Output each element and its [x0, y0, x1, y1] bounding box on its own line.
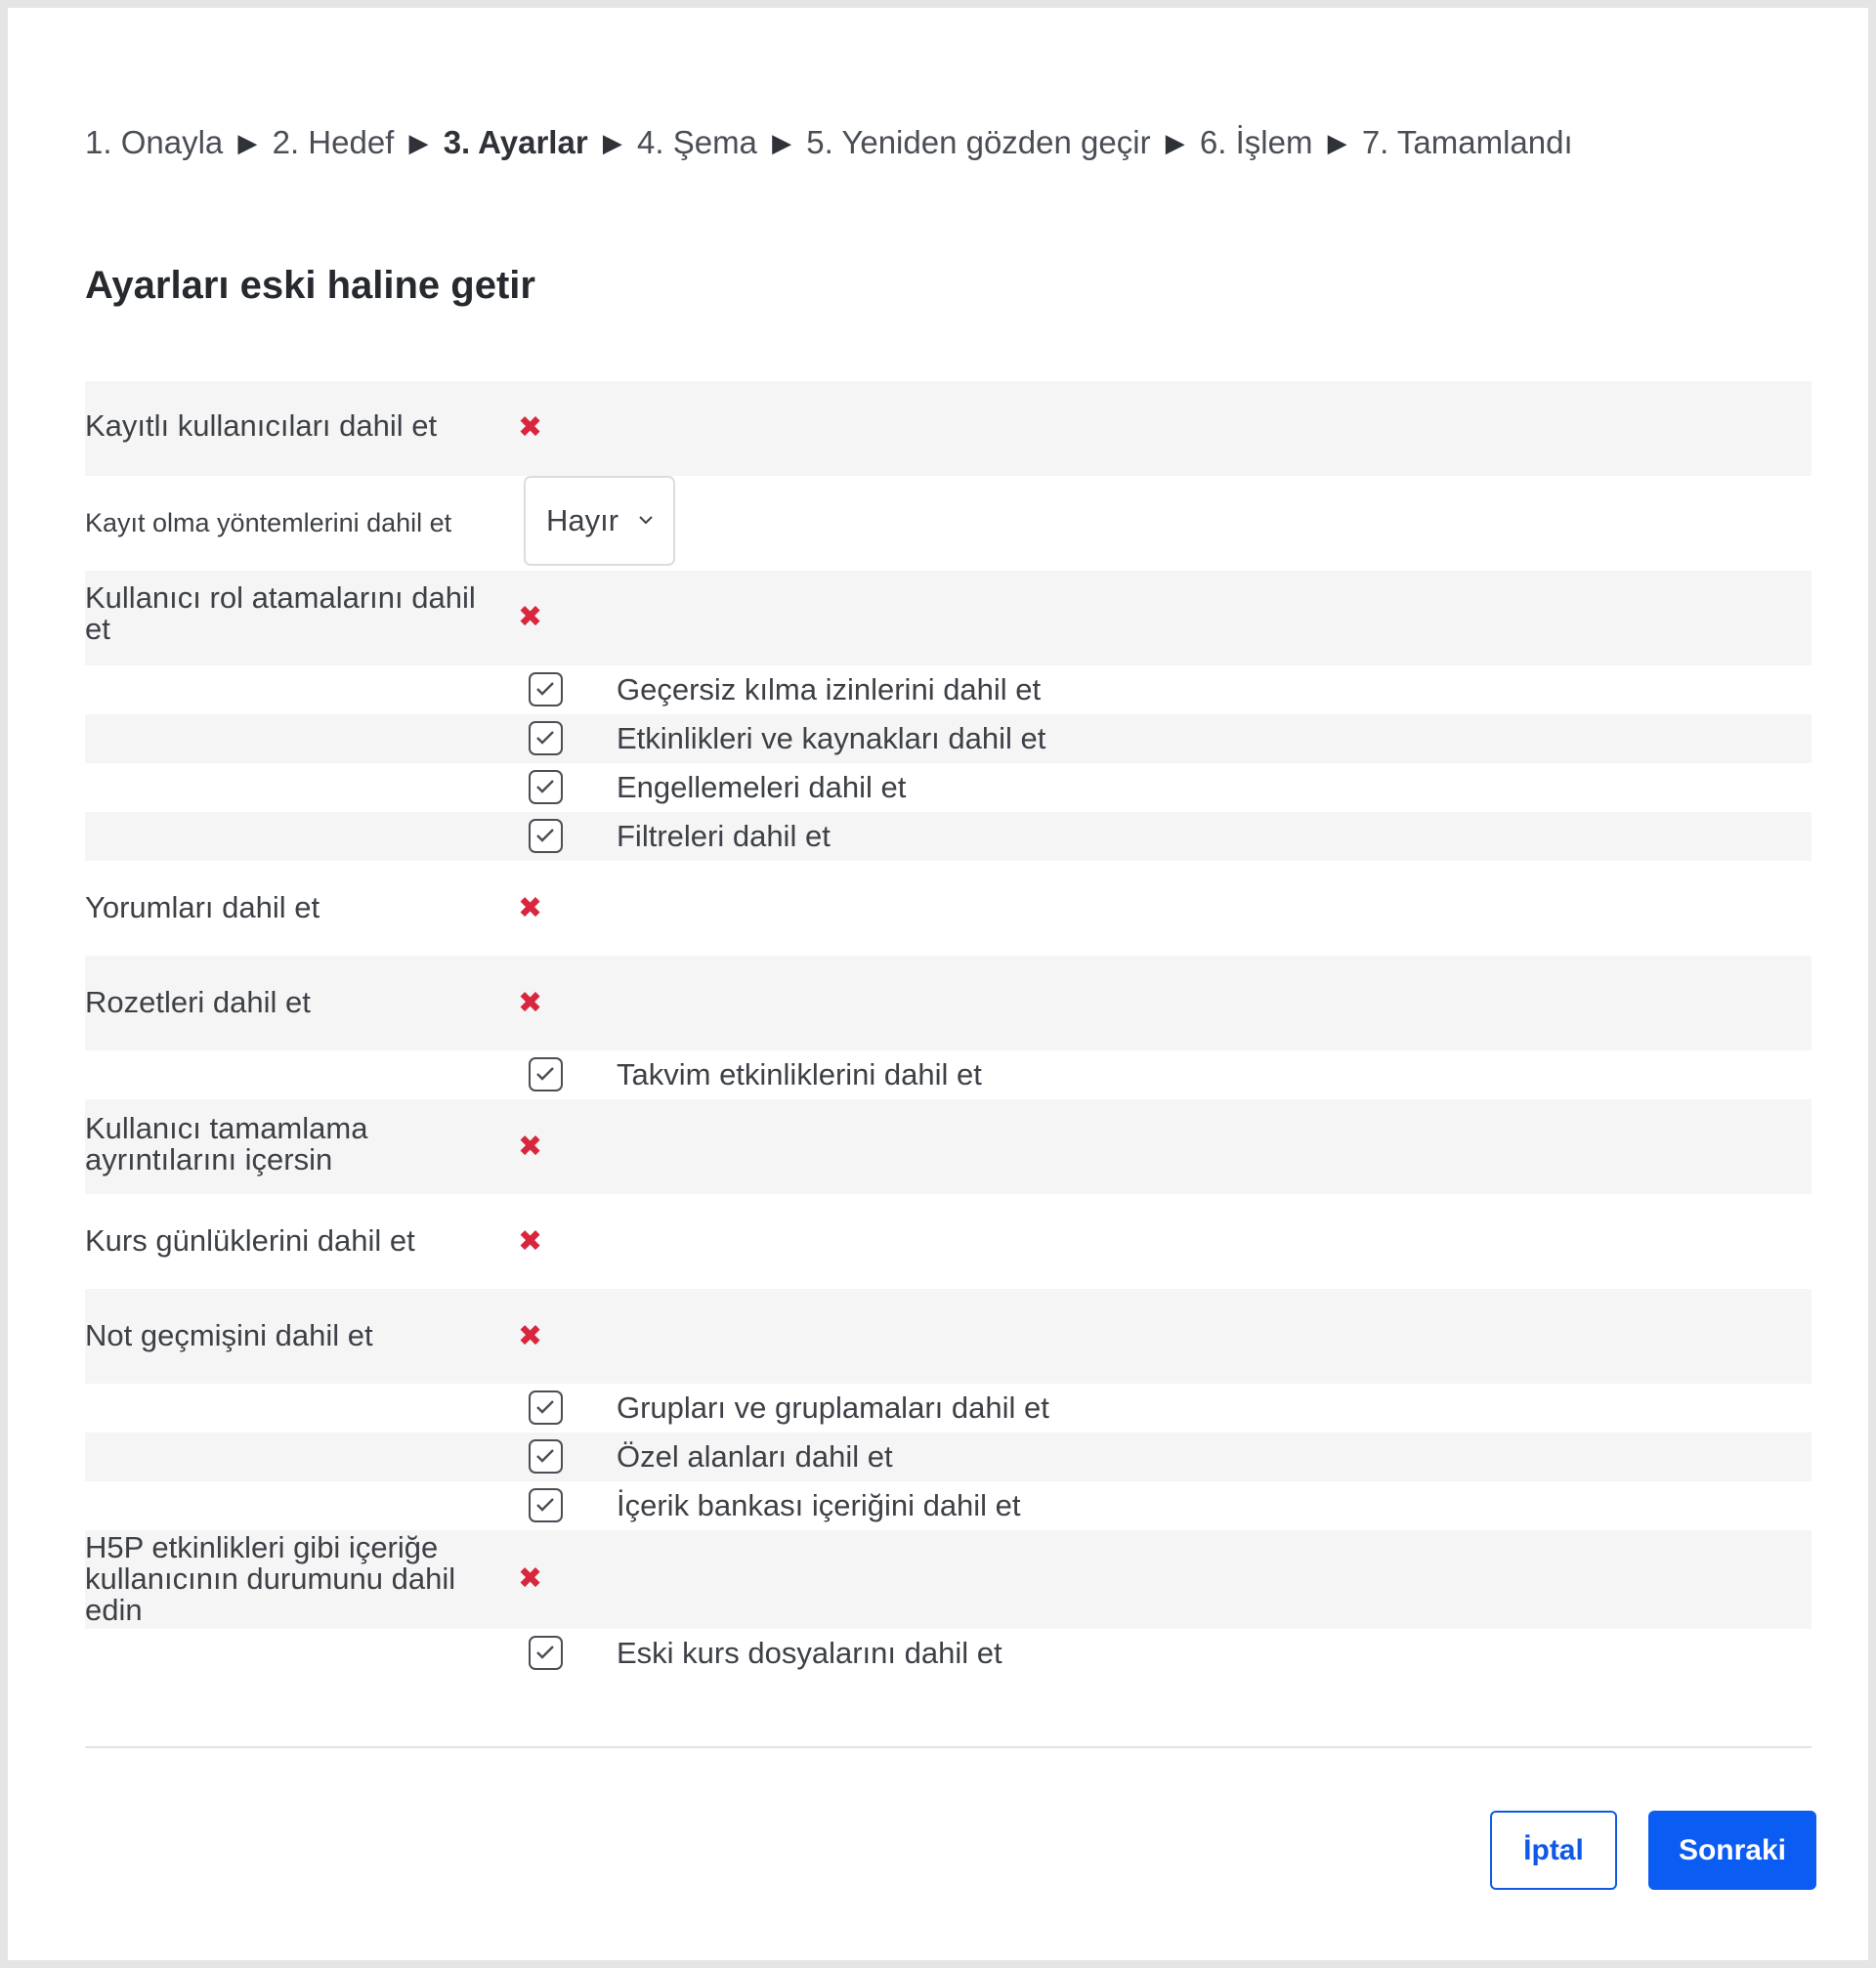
legacy-files-checkbox[interactable] — [529, 1636, 563, 1670]
breadcrumb-arrow-icon: ▶ — [772, 128, 792, 157]
breadcrumb-step-6: 6. İşlem — [1199, 124, 1313, 160]
cross-icon: ✖ — [518, 1562, 543, 1595]
chevron-down-icon — [638, 515, 654, 525]
breadcrumb-arrow-icon: ▶ — [237, 128, 258, 157]
setting-row-groups — [85, 1384, 1812, 1433]
setting-label: Grupları ve gruplamaları dahil et — [617, 1390, 1049, 1425]
setting-label: Özel alanları dahil et — [617, 1439, 893, 1474]
setting-row-enrolled-users — [85, 381, 1812, 476]
cross-icon: ✖ — [518, 601, 543, 633]
custom-fields-checkbox[interactable] — [529, 1439, 563, 1474]
setting-label: İçerik bankası içeriğini dahil et — [617, 1488, 1021, 1522]
cross-icon: ✖ — [518, 1225, 543, 1258]
content-bank-checkbox[interactable] — [529, 1488, 563, 1522]
cross-icon: ✖ — [518, 411, 543, 444]
cross-icon: ✖ — [518, 987, 543, 1019]
setting-row-grade-history — [85, 1289, 1812, 1384]
enrolment-methods-select[interactable] — [524, 476, 675, 566]
check-icon — [535, 680, 555, 697]
check-icon — [535, 778, 555, 794]
breadcrumb-step-4: 4. Şema — [637, 124, 757, 160]
setting-row-filters — [85, 812, 1812, 861]
setting-label: Yorumları dahil et — [85, 890, 320, 924]
breadcrumb-step-1: 1. Onayla — [85, 124, 224, 160]
breadcrumb-step-7: 7. Tamamlandı — [1361, 124, 1573, 160]
setting-label: Not geçmişini dahil et — [85, 1318, 373, 1352]
setting-row-enrolment-methods — [85, 476, 1812, 571]
check-icon — [535, 1496, 555, 1513]
breadcrumb — [85, 123, 1573, 162]
activities-checkbox[interactable] — [529, 721, 563, 755]
cross-icon: ✖ — [518, 892, 543, 924]
footer-divider — [85, 1746, 1812, 1748]
setting-label: H5P etkinlikleri gibi içeriğe kullanıcının durumunu dahil edin — [85, 1530, 456, 1627]
setting-row-comments — [85, 861, 1812, 956]
setting-label: Kullanıcı rol atamalarını dahil et — [85, 580, 476, 646]
setting-label: Kullanıcı tamamlama ayrıntılarını içersin — [85, 1111, 368, 1177]
setting-label: Kurs günlüklerini dahil et — [85, 1223, 415, 1258]
groups-checkbox[interactable] — [529, 1390, 563, 1425]
setting-row-completion — [85, 1099, 1812, 1194]
setting-row-activities — [85, 714, 1812, 763]
setting-row-content-bank — [85, 1481, 1812, 1530]
breadcrumb-step-2: 2. Hedef — [272, 124, 395, 160]
breadcrumb-arrow-icon: ▶ — [1327, 128, 1347, 157]
setting-label: Kayıt olma yöntemlerini dahil et — [85, 508, 452, 537]
setting-label: Geçersiz kılma izinlerini dahil et — [617, 672, 1042, 706]
setting-row-badges — [85, 956, 1812, 1050]
check-icon — [535, 1398, 555, 1415]
blocks-checkbox[interactable] — [529, 770, 563, 804]
select-value: Hayır — [546, 503, 619, 537]
setting-label: Etkinlikleri ve kaynakları dahil et — [617, 721, 1046, 755]
setting-row-legacy-files — [85, 1629, 1812, 1678]
cross-icon: ✖ — [518, 1320, 543, 1352]
next-button[interactable]: Sonraki — [1648, 1811, 1816, 1890]
settings-list — [85, 381, 1812, 1678]
setting-row-xapi-state — [85, 1530, 1812, 1629]
settings-page — [8, 8, 1868, 1960]
check-icon — [535, 1065, 555, 1082]
setting-row-blocks — [85, 763, 1812, 812]
breadcrumb-step-3: 3. Ayarlar — [443, 124, 588, 160]
setting-label: Kayıtlı kullanıcıları dahil et — [85, 408, 438, 443]
cancel-button[interactable]: İptal — [1490, 1811, 1617, 1890]
breadcrumb-arrow-icon: ▶ — [408, 128, 429, 157]
setting-label: Eski kurs dosyalarını dahil et — [617, 1636, 1002, 1670]
setting-label: Rozetleri dahil et — [85, 985, 311, 1019]
setting-row-calendar-events — [85, 1050, 1812, 1099]
breadcrumb-arrow-icon: ▶ — [602, 128, 622, 157]
breadcrumb-step-5: 5. Yeniden gözden geçir — [806, 124, 1151, 160]
setting-label: Engellemeleri dahil et — [617, 770, 907, 804]
page-title: Ayarları eski haline getir — [85, 264, 535, 307]
filters-checkbox[interactable] — [529, 819, 563, 853]
setting-label: Takvim etkinliklerini dahil et — [617, 1057, 982, 1091]
cross-icon: ✖ — [518, 1131, 543, 1163]
setting-label: Filtreleri dahil et — [617, 819, 831, 853]
calendar-events-checkbox[interactable] — [529, 1057, 563, 1091]
check-icon — [535, 827, 555, 843]
permission-overrides-checkbox[interactable] — [529, 672, 563, 706]
setting-row-custom-fields — [85, 1433, 1812, 1481]
check-icon — [535, 1447, 555, 1464]
setting-row-permission-overrides — [85, 665, 1812, 714]
check-icon — [535, 1644, 555, 1660]
setting-row-role-assignments — [85, 571, 1812, 665]
setting-row-course-logs — [85, 1194, 1812, 1289]
check-icon — [535, 729, 555, 746]
breadcrumb-arrow-icon: ▶ — [1165, 128, 1185, 157]
